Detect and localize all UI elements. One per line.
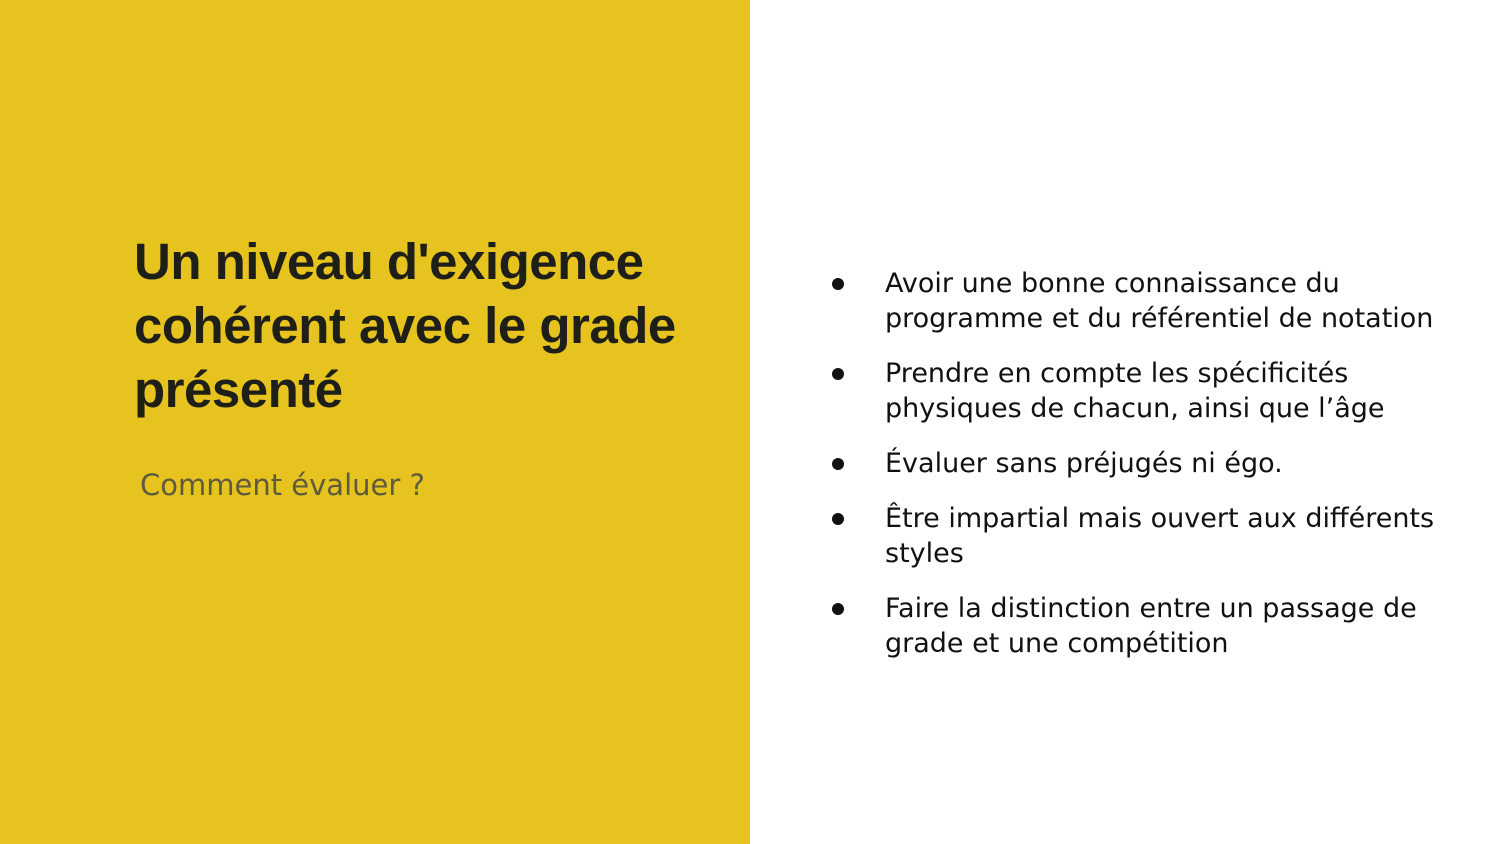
bullet-icon: [832, 368, 844, 380]
bullet-icon: [832, 278, 844, 290]
list-item: [830, 266, 1470, 336]
bullet-list: [830, 266, 1470, 681]
bullet-icon: [832, 603, 844, 615]
list-item: [830, 501, 1470, 571]
list-item: [830, 591, 1470, 661]
bullet-text: Évaluer sans préjugés ni égo.: [885, 448, 1283, 479]
slide-subtitle: Comment évaluer ?: [140, 468, 425, 502]
bullet-icon: [832, 458, 844, 470]
bullet-text: Faire la distinction entre un passage de grade et une compétition: [885, 593, 1417, 659]
bullet-text: Prendre en compte les spécificités physiques de chacun, ainsi que l’âge: [885, 358, 1385, 424]
bullet-text: Avoir une bonne connaissance du programme et du référentiel de notation: [885, 268, 1434, 334]
list-item: [830, 446, 1470, 481]
slide-title: Un niveau d'exigence cohérent avec le grade présenté: [134, 233, 676, 418]
list-item: [830, 356, 1470, 426]
bullet-icon: [832, 513, 844, 525]
bullet-text: Être impartial mais ouvert aux différents styles: [885, 503, 1435, 569]
